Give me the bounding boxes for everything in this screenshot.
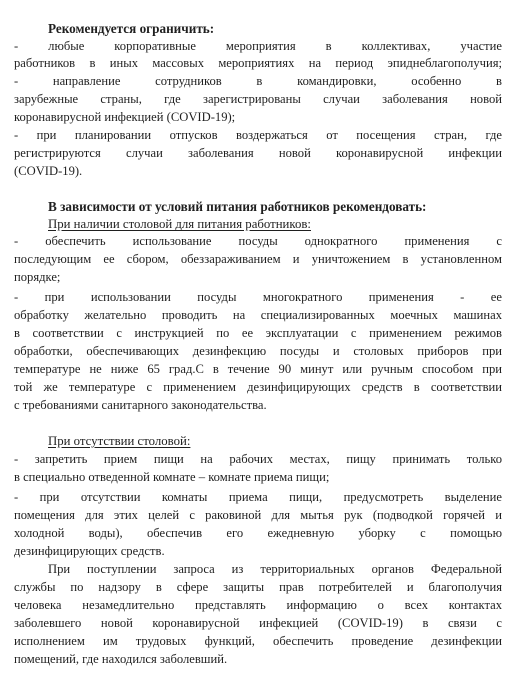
subheading-with-canteen: При наличии столовой для питания работников: xyxy=(48,217,311,231)
text-line: той же температуре с применением дезинфицирующих средств в соответствии xyxy=(14,380,502,394)
text-line: помещений, где находился заболевший. xyxy=(14,652,228,666)
text-line: человека незамедлительно представлять информацию о всех контактах xyxy=(14,598,502,612)
text-line: коронавирусной инфекцией (COVID-19); xyxy=(14,110,236,124)
text-line: При поступлении запроса из территориальных органов Федеральной xyxy=(48,562,502,576)
text-line: - при планировании отпусков воздержаться от посещения стран, где xyxy=(14,128,502,142)
text-line: - запретить прием пищи на рабочих местах, пищу принимать только xyxy=(14,452,502,466)
text-line: службы по надзору в сфере защиты прав потребителей и благополучия xyxy=(14,580,502,594)
text-line: - направление сотрудников в командировки, особенно в xyxy=(14,74,502,88)
text-line: обработки, обеспечивающих дезинфекцию посуды и столовых приборов при xyxy=(14,344,502,358)
text-line: в специально отведенной комнате – комнате приема пищи; xyxy=(14,470,330,484)
section-heading-restrict: Рекомендуется ограничить: xyxy=(48,21,215,36)
text-line: регистрируются случаи заболевания новой коронавирусной инфекции xyxy=(14,146,502,160)
text-line: последующим ее сбором, обеззараживанием и уничтожением в установленном xyxy=(14,252,502,266)
text-line: холодной воды), обеспечив его ежедневную уборку с помощью xyxy=(14,526,502,540)
text-line: (COVID-19). xyxy=(14,164,83,178)
text-line: - обеспечить использование посуды однократного применения с xyxy=(14,234,502,248)
text-line: помещения для этих целей с раковиной для мытья рук (подводкой горячей и xyxy=(14,508,502,522)
text-line: заболевшего новой коронавирусной инфекцией (COVID-19) в связи с xyxy=(14,616,502,630)
text-line: исполнением им трудовых функций, обеспечить проведение дезинфекции xyxy=(14,634,502,648)
text-line: порядке; xyxy=(14,270,61,284)
text-line: в соответствии с инструкцией по ее эксплуатации с применением режимов xyxy=(14,326,502,340)
text-line: с требованиями санитарного законодательства. xyxy=(14,398,267,412)
text-line: - любые корпоративные мероприятия в коллективах, участие xyxy=(14,39,502,53)
text-line: зарубежные страны, где зарегистрированы случаи заболевания новой xyxy=(14,92,502,106)
subheading-without-canteen: При отсутствии столовой: xyxy=(48,434,191,448)
text-line: работников в иных массовых мероприятиях на период эпиднеблагополучия; xyxy=(14,56,502,70)
text-line: - при отсутствии комнаты приема пищи, предусмотреть выделение xyxy=(14,490,502,504)
text-line: - при использовании посуды многократного применения - ее xyxy=(14,290,502,304)
text-line: дезинфицирующих средств. xyxy=(14,544,165,558)
text-line: температуре не ниже 65 град.С в течение 90 минут или ручным способом при xyxy=(14,362,502,376)
section-heading-nutrition: В зависимости от условий питания работников рекомендовать: xyxy=(48,199,427,214)
text-line: обработку желательно проводить на специализированных моечных машинах xyxy=(14,308,502,322)
